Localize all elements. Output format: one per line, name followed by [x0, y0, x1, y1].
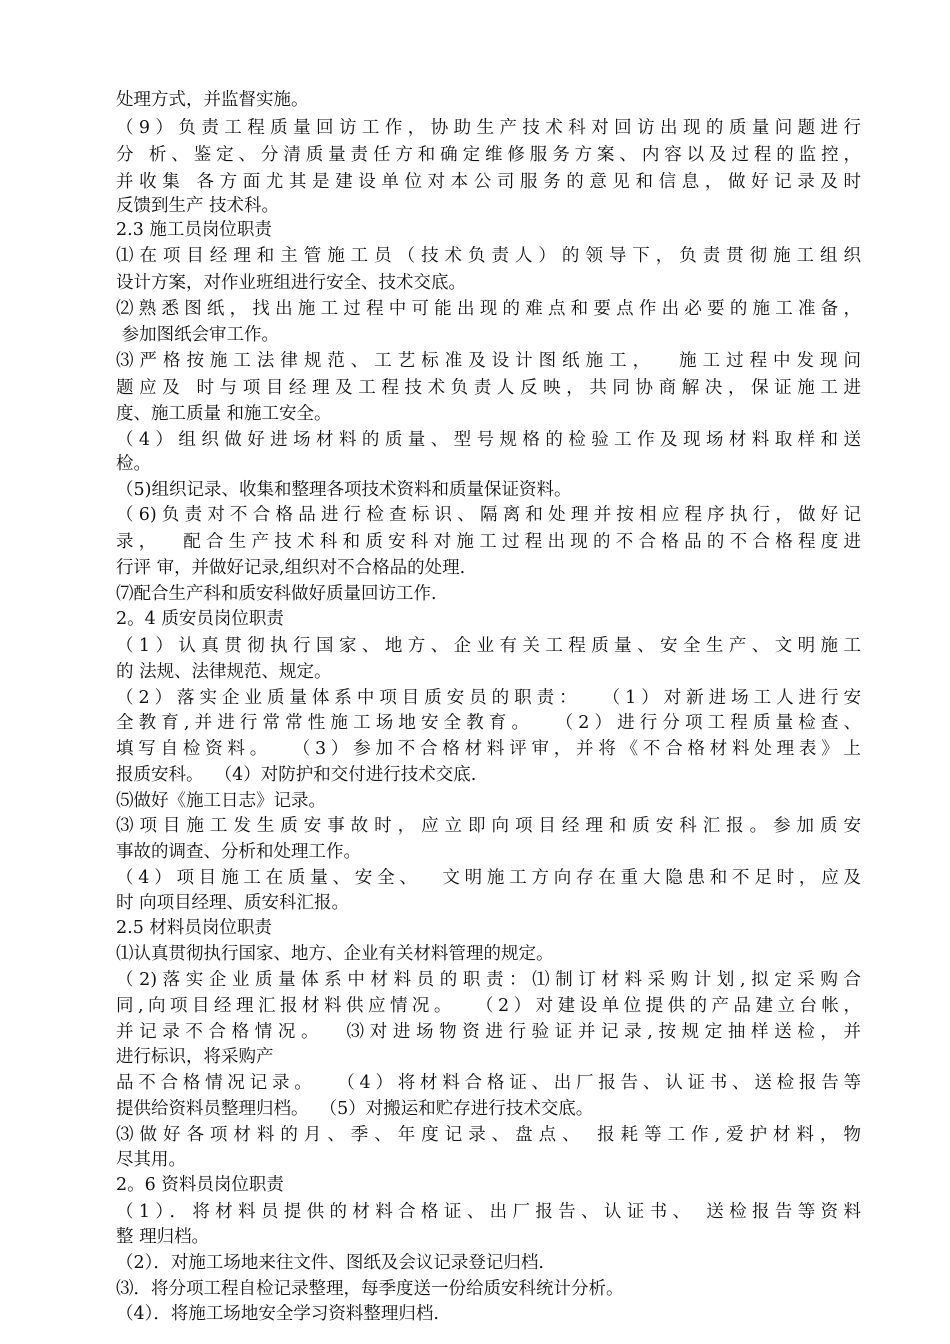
text-line: （6)负责对不合格品进行检查标识、隔离和处理并按相应程序执行，做好记 [116, 505, 861, 525]
text-line: ⑸做好《施工日志》记录。 [116, 791, 326, 811]
text-line: ⑵熟悉图纸，找出施工过程中可能出现的难点和要点作出必要的施工准备， [116, 299, 861, 319]
text-line: ⑴认真贯彻执行国家、地方、企业有关材料管理的规定。 [116, 944, 554, 964]
text-line: 的 法规、法律规范、规定。 [116, 662, 332, 682]
text-line: （1）．将材料员提供的材料合格证、出厂报告、认证书、 送检报告等资料 [116, 1202, 861, 1222]
text-line: （1）认真贯彻执行国家、地方、企业有关工程质量、安全生产、文明施工 [116, 636, 861, 656]
text-line: ⑺配合生产科和质安科做好质量回访工作. [116, 584, 437, 604]
text-line: 行评 审，并做好记录,组织对不合格品的处理. [116, 558, 466, 578]
text-line: （4）组织做好进场材料的质量、型号规格的检验工作及现场材料取样和送 [116, 430, 861, 450]
section-heading: 2.3 施工员岗位职责 [116, 220, 272, 240]
text-line: 进行标识，将采购产 [116, 1047, 274, 1067]
text-line: （2)落实企业质量体系中材料员的职责：⑴制订材料采购计划,拟定采购合 [116, 970, 861, 990]
text-line: 检。 [116, 454, 151, 474]
text-line: 尽其用。 [116, 1150, 186, 1170]
text-line: 同,向项目经理汇报材料供应情况。 （2）对建设单位提供的产品建立台帐， [116, 996, 861, 1016]
text-line: ⑴在项目经理和主管施工员（技术负责人）的领导下，负责贯彻施工组织 [116, 246, 861, 266]
text-line: 品不合格情况记录。 （4）将材料合格证、出厂报告、认证书、送检报告等 [116, 1073, 861, 1093]
text-line: ⑶严格按施工法律规范、工艺标准及设计图纸施工， 施工过程中发现问 [116, 351, 861, 371]
text-line: 设计方案，对作业班组进行安全、技术交底。 [116, 273, 466, 293]
text-line: （4）．将施工场地安全学习资料整理归档. [116, 1304, 439, 1324]
text-line: 事故的调查、分析和处理工作。 [116, 842, 361, 862]
text-line: 时 向项目经理、质安科汇报。 [116, 893, 350, 913]
text-line: ⑶做好各项材料的月、季、年度记录、盘点、 报耗等工作,爱护材料，物 [116, 1125, 861, 1145]
section-heading: 2。6 资料员岗位职责 [116, 1175, 284, 1195]
text-line: （9）负责工程质量回访工作，协助生产技术科对回访出现的质量问题进行 [116, 118, 861, 138]
text-line: 录， 配合生产技术科和质安科对施工过程出现的不合格品的不合格程度进 [116, 532, 861, 552]
text-line: 并收集 各方面尤其是建设单位对本公司服务的意见和信息，做好记录及时 [116, 172, 861, 192]
text-line: 处理方式，并监督实施。 [116, 90, 309, 110]
text-line: 度、施工质量 和施工安全。 [116, 404, 332, 424]
text-line: 分 析、鉴定、分清质量责任方和确定维修服务方案、内容以及过程的监控， [116, 145, 861, 165]
text-line: ⑶．将分项工程自检记录整理，每季度送一份给质安科统计分析。 [116, 1279, 624, 1299]
text-line: 提供给资料员整理归档。 （5）对搬运和贮存进行技术交底。 [116, 1099, 594, 1119]
text-line: 反馈到生产 技术科。 [116, 196, 280, 216]
section-heading: 2.5 材料员岗位职责 [116, 918, 272, 938]
text-line: （2）落实企业质量体系中项目质安员的职责： （1）对新进场工人进行安 [116, 688, 861, 708]
text-line: 填写自检资料。 （3）参加不合格材料评审，并将《不合格材料处理表》上 [116, 739, 861, 759]
text-line: ⑶项目施工发生质安事故时，应立即向项目经理和质安科汇报。参加质安 [116, 816, 861, 836]
text-line: 全教育,并进行常常性施工场地安全教育。 （2）进行分项工程质量检查、 [116, 713, 861, 733]
text-line: （4）项目施工在质量、安全、 文明施工方向存在重大隐患和不足时，应及 [116, 868, 861, 888]
text-line: 整 理归档。 [116, 1227, 210, 1247]
text-line: （2）．对施工场地来往文件、图纸及会议记录登记归档. [116, 1253, 544, 1273]
text-line: 并记录不合格情况。 ⑶对进场物资进行验证并记录,按规定抽样送检，并 [116, 1022, 861, 1042]
text-line: （5)组织记录、收集和整理各项技术资料和质量保证资料。 [116, 480, 572, 500]
text-line: 题应及 时与项目经理及工程技术负责人反映，共同协商解决，保证施工进 [116, 378, 861, 398]
section-heading: 2。4 质安员岗位职责 [116, 609, 284, 629]
text-line: 参加图纸会审工作。 [116, 325, 280, 345]
text-line: 报质安科。 （4）对防护和交付进行技术交底. [116, 765, 477, 785]
